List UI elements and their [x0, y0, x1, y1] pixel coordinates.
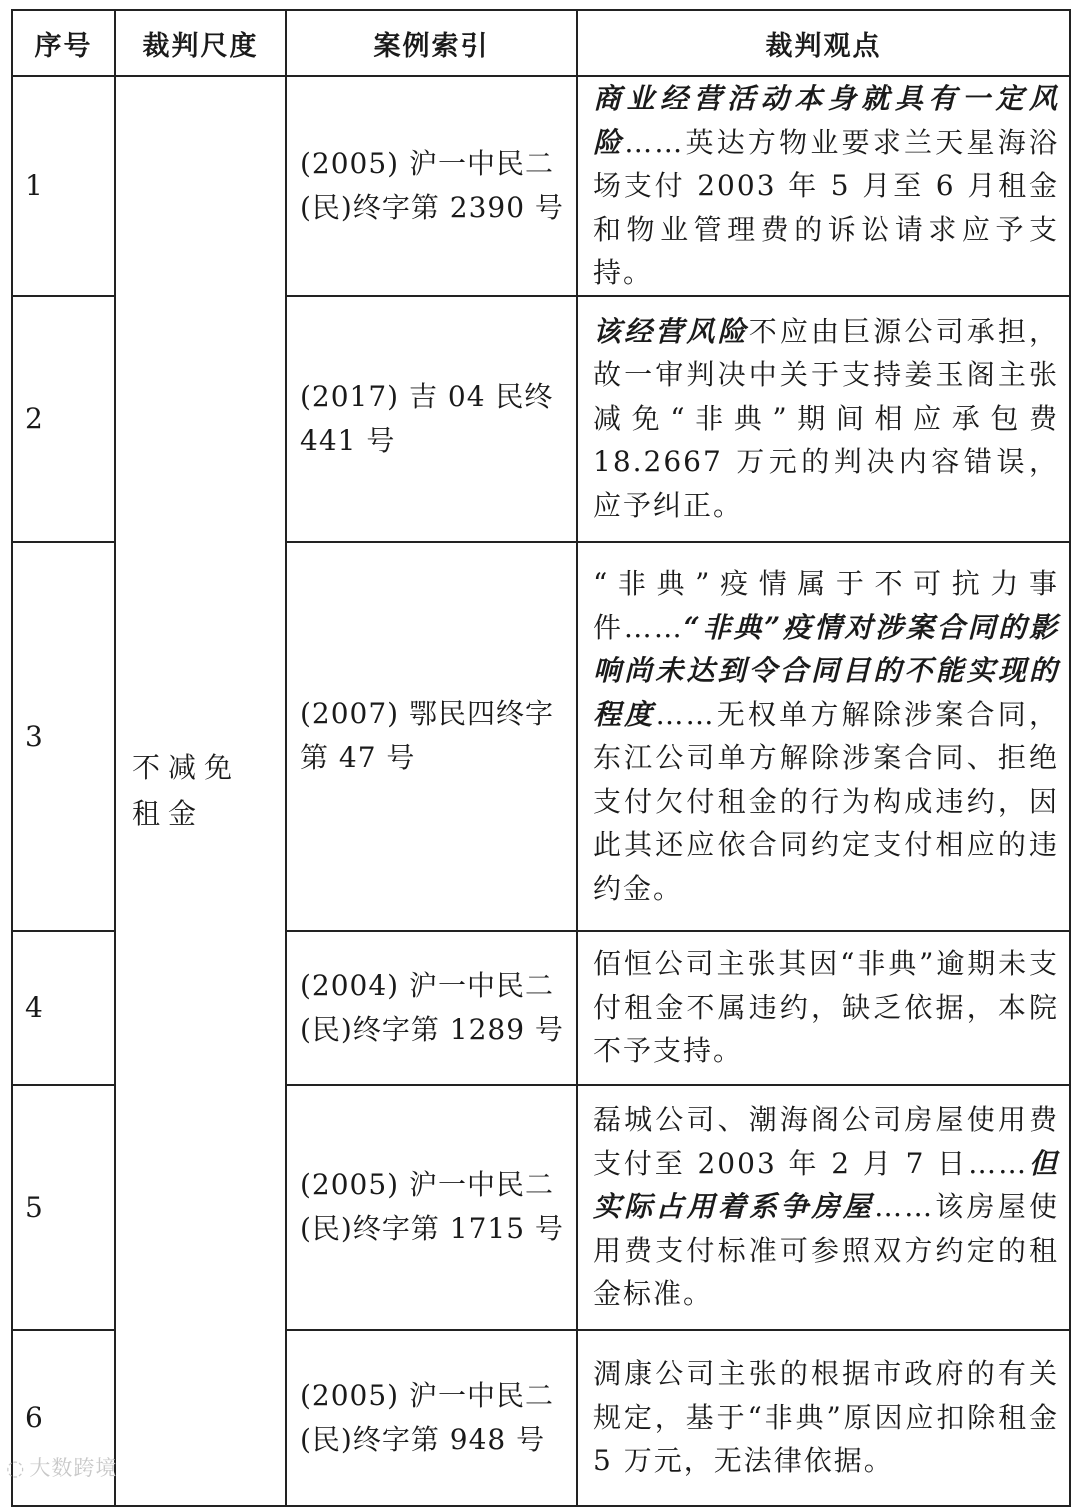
opinion-cell — [577, 1085, 1070, 1330]
row-number: 2 — [12, 296, 115, 542]
case-index-cell: (2007) 鄂民四终字第 47 号 — [286, 542, 577, 931]
case-index-cell: (2004) 沪一中民二(民)终字第 1289 号 — [286, 931, 577, 1085]
case-index-cell: (2005) 沪一中民二(民)终字第 948 号 — [286, 1330, 577, 1506]
opinion-cell — [577, 296, 1070, 542]
opinion-emphasis: 但实际占用着系争房屋 — [593, 1146, 1059, 1224]
row-number: 5 — [12, 1085, 115, 1330]
opinion-emphasis: “非典”疫情对涉案合同的影响尚未达到令合同目的不能实现的程度 — [593, 610, 1059, 731]
judgment-table — [11, 9, 1071, 1507]
opinion-emphasis: 商业经营活动本身就具有一定风险 — [593, 82, 1059, 159]
row-number: 4 — [12, 931, 115, 1085]
opinion-cell — [577, 542, 1070, 931]
opinion-cell — [577, 76, 1070, 296]
row-number: 6 — [12, 1330, 115, 1506]
row-number: 3 — [12, 542, 115, 931]
opinion-text: 佰恒公司主张其因“非典”逾期未支付租金不属违约，缺乏依据，本院不予支持。 — [593, 947, 1059, 1068]
header-scale: 裁判尺度 — [115, 10, 286, 76]
weibo-logo-icon: ◌ — [6, 1456, 26, 1480]
opinion-text: ……无权单方解除涉案合同，东江公司单方解除涉案合同、拒绝支付欠付租金的行为构成违约，因此其还应依合同约定支付相应的违约金。 — [593, 697, 1059, 905]
opinion-text: 不应由巨源公司承担，故一审判决中关于支持姜玉阁主张减免“非典”期间相应承包费 18.2667 万元的判决内容错误，应予纠正。 — [593, 314, 1059, 522]
opinion-text: ……英达方物业要求兰天星海浴场支付 2003 年 5 月至 6 月租金和物业管理费的诉讼请求应予支持。 — [593, 125, 1059, 289]
header-row — [12, 10, 1070, 76]
opinion-text: “非典”疫情属于不可抗力事件…… — [593, 567, 1059, 644]
row-number: 1 — [12, 76, 115, 296]
header-seq: 序号 — [12, 10, 115, 76]
opinion-cell — [577, 1330, 1070, 1506]
table-row — [12, 76, 1070, 296]
case-index-cell: (2017) 吉 04 民终 441 号 — [286, 296, 577, 542]
header-opinion: 裁判观点 — [577, 10, 1070, 76]
watermark — [6, 1452, 117, 1482]
case-index-cell: (2005) 沪一中民二(民)终字第 2390 号 — [286, 76, 577, 296]
judgment-scale-cell: 不减免租金 — [115, 76, 286, 1506]
opinion-emphasis: 该经营风险 — [593, 314, 749, 348]
opinion-text: ……该房屋使用费支付标准可参照双方约定的租金标准。 — [593, 1190, 1059, 1311]
opinion-text: 磊城公司、潮海阁公司房屋使用费支付至 2003 年 2 月 7 日…… — [593, 1103, 1059, 1180]
opinion-text: 淍康公司主张的根据市政府的有关规定，基于“非典”原因应扣除租金 5 万元，无法律依据。 — [593, 1357, 1059, 1478]
header-case-index: 案例索引 — [286, 10, 577, 76]
opinion-cell — [577, 931, 1070, 1085]
case-index-cell: (2005) 沪一中民二(民)终字第 1715 号 — [286, 1085, 577, 1330]
watermark-text: 大数跨境 — [29, 1456, 118, 1480]
